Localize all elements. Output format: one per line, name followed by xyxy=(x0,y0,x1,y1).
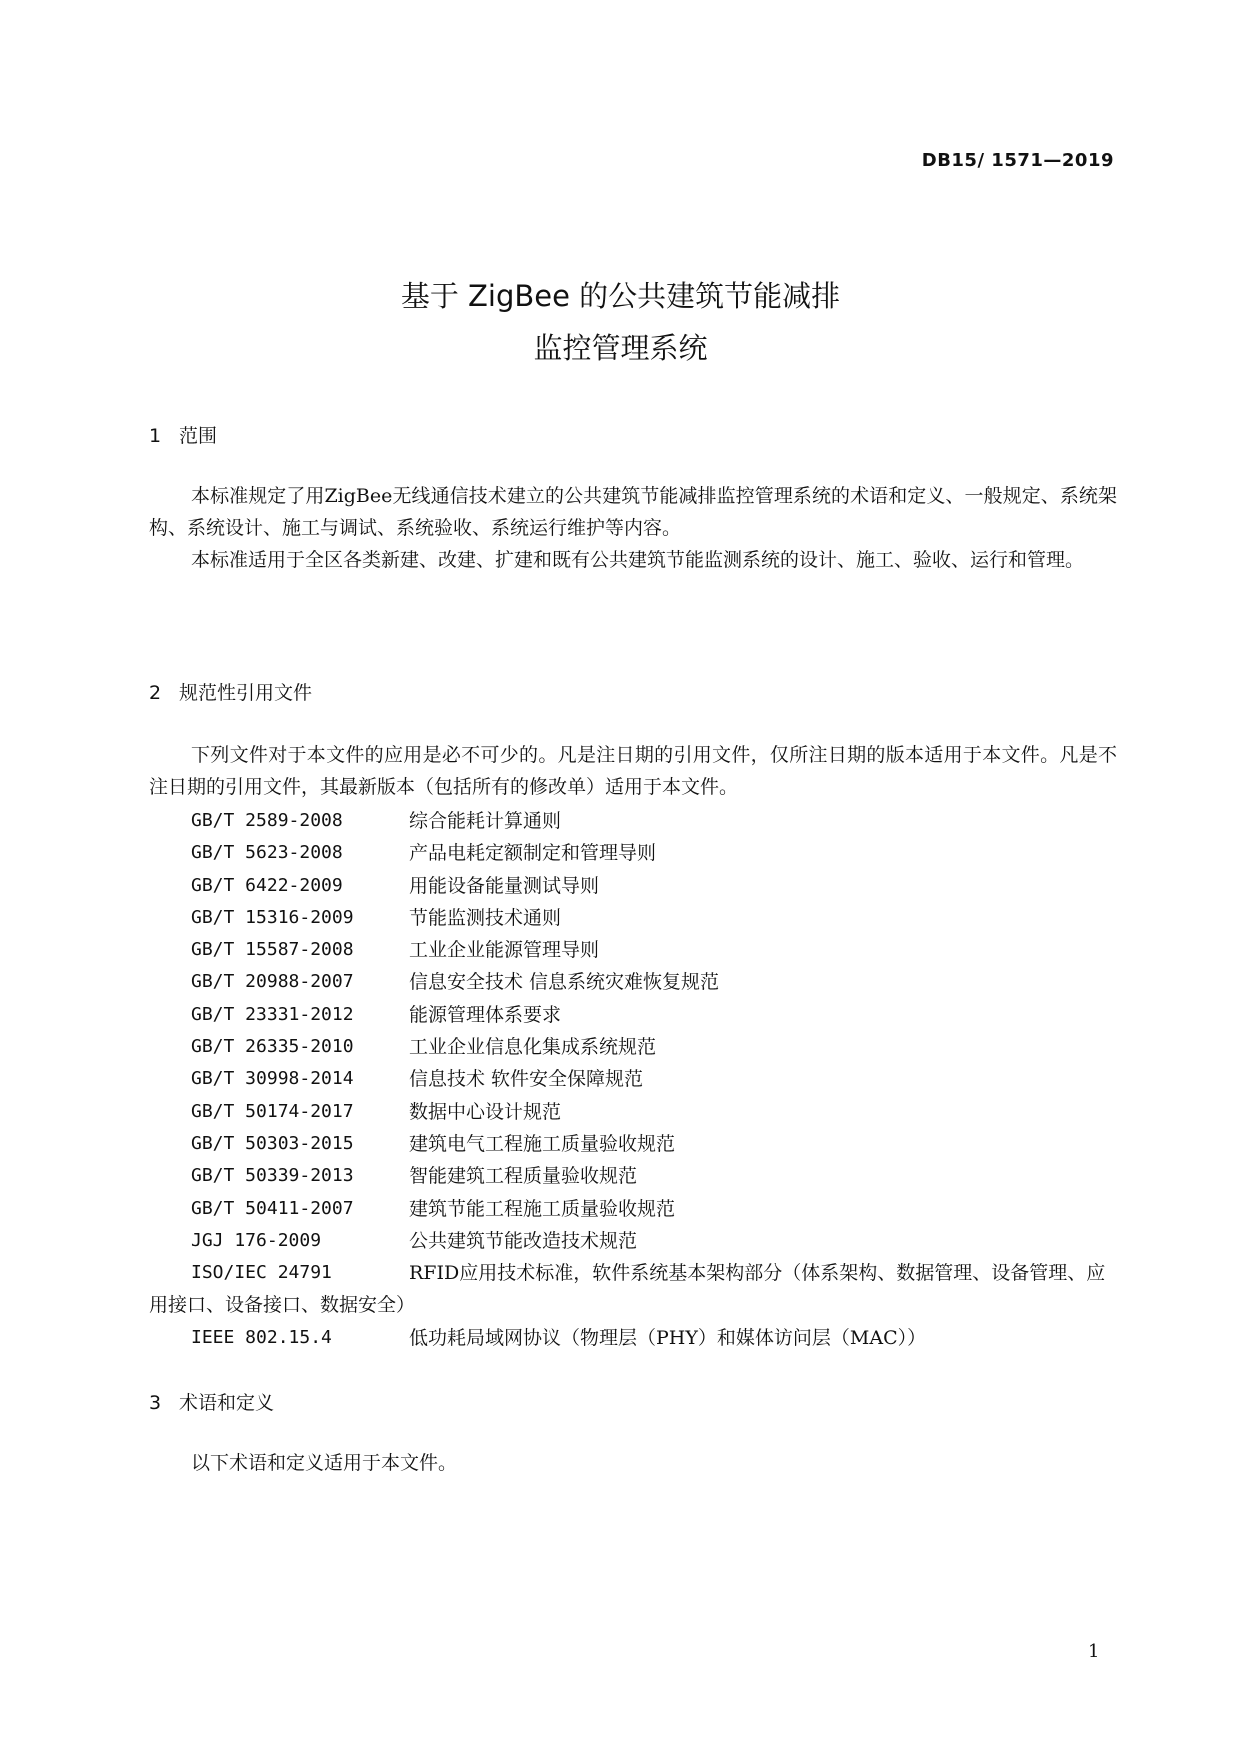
section-title: 术语和定义 xyxy=(179,1392,275,1414)
reference-row xyxy=(149,1322,1117,1354)
standard-code: DB15/ 1571—2019 xyxy=(921,150,1114,171)
reference-title: 信息技术 软件安全保障规范 xyxy=(409,1068,644,1091)
reference-title: RFID应用技术标准，软件系统基本架构部分（体系架构、数据管理、设备管理、应用接口、设备接口、数据安全） xyxy=(149,1262,1106,1317)
document-title-line-2: 监控管理系统 xyxy=(533,331,708,365)
reference-title: 数据中心设计规范 xyxy=(409,1100,562,1123)
reference-title: 建筑节能工程施工质量验收规范 xyxy=(409,1197,676,1220)
reference-code: GB/T 6422-2009 xyxy=(191,874,343,896)
reference-row xyxy=(149,1160,1117,1192)
reference-title: 建筑电气工程施工质量验收规范 xyxy=(409,1132,676,1155)
section-heading-terms-definitions xyxy=(149,1388,274,1415)
reference-code: GB/T 23331-2012 xyxy=(191,1003,354,1025)
reference-row xyxy=(149,870,1117,902)
reference-code: GB/T 20988-2007 xyxy=(191,971,354,993)
reference-code: GB/T 26335-2010 xyxy=(191,1036,354,1058)
reference-row xyxy=(149,1063,1117,1095)
scope-paragraph-1: 本标准规定了用ZigBee无线通信技术建立的公共建筑节能减排监控管理系统的术语和定义、一般规定、系统架构、系统设计、施工与调试、系统验收、系统运行维护等内容。 xyxy=(149,485,1117,539)
reference-row xyxy=(149,1128,1117,1160)
section-number: 1 xyxy=(149,425,162,447)
reference-code: GB/T 50303-2015 xyxy=(191,1132,354,1154)
reference-code: GB/T 15587-2008 xyxy=(191,939,354,961)
reference-row xyxy=(149,1225,1117,1257)
document-title xyxy=(0,270,1241,374)
section-title: 规范性引用文件 xyxy=(179,682,313,704)
section-title: 范围 xyxy=(179,425,218,447)
reference-code: GB/T 5623-2008 xyxy=(191,842,343,864)
reference-code: IEEE 802.15.4 xyxy=(191,1326,332,1348)
reference-code: GB/T 50339-2013 xyxy=(191,1165,354,1187)
reference-title: 工业企业能源管理导则 xyxy=(409,939,600,962)
reference-row xyxy=(149,805,1117,837)
section-number: 3 xyxy=(149,1392,162,1414)
reference-code: JGJ 176-2009 xyxy=(191,1229,322,1251)
reference-code: ISO/IEC 24791 xyxy=(191,1262,332,1284)
reference-title: 低功耗局域网协议（物理层（PHY）和媒体访问层（MAC）） xyxy=(409,1326,927,1349)
reference-row xyxy=(149,1193,1117,1225)
references-intro: 下列文件对于本文件的应用是必不可少的。凡是注日期的引用文件，仅所注日期的版本适用于本文件。凡是不注日期的引用文件，其最新版本（包括所有的修改单）适用于本文件。 xyxy=(149,744,1117,798)
page-number: 1 xyxy=(1088,1641,1100,1662)
reference-title: 智能建筑工程质量验收规范 xyxy=(409,1165,638,1188)
section-heading-normative-references xyxy=(149,678,312,705)
document-title-line-1: 基于 ZigBee 的公共建筑节能减排 xyxy=(400,279,841,313)
reference-code: GB/T 50174-2017 xyxy=(191,1100,354,1122)
reference-title: 能源管理体系要求 xyxy=(409,1003,562,1026)
reference-code: GB/T 30998-2014 xyxy=(191,1068,354,1090)
reference-row xyxy=(149,999,1117,1031)
scope-paragraph-2: 本标准适用于全区各类新建、改建、扩建和既有公共建筑节能监测系统的设计、施工、验收、运行和管理。 xyxy=(191,549,1085,571)
reference-row xyxy=(149,1096,1117,1128)
reference-title: 信息安全技术 信息系统灾难恢复规范 xyxy=(409,971,720,994)
reference-code: GB/T 50411-2007 xyxy=(191,1197,354,1219)
reference-title: 产品电耗定额制定和管理导则 xyxy=(409,842,657,865)
section-heading-scope xyxy=(149,421,217,448)
reference-list xyxy=(149,805,1117,1354)
reference-row xyxy=(149,902,1117,934)
reference-code: GB/T 2589-2008 xyxy=(191,810,343,831)
section-number: 2 xyxy=(149,682,162,704)
reference-title: 公共建筑节能改造技术规范 xyxy=(409,1229,638,1252)
reference-title: 节能监测技术通则 xyxy=(409,906,562,929)
reference-row xyxy=(149,837,1117,869)
reference-title: 综合能耗计算通则 xyxy=(409,810,562,832)
reference-title: 工业企业信息化集成系统规范 xyxy=(409,1036,657,1059)
reference-row xyxy=(149,934,1117,966)
reference-row xyxy=(149,1257,1117,1322)
reference-title: 用能设备能量测试导则 xyxy=(409,874,600,897)
terms-intro: 以下术语和定义适用于本文件。 xyxy=(191,1452,458,1474)
reference-row xyxy=(149,966,1117,998)
reference-code: GB/T 15316-2009 xyxy=(191,906,354,928)
reference-row xyxy=(149,1031,1117,1063)
